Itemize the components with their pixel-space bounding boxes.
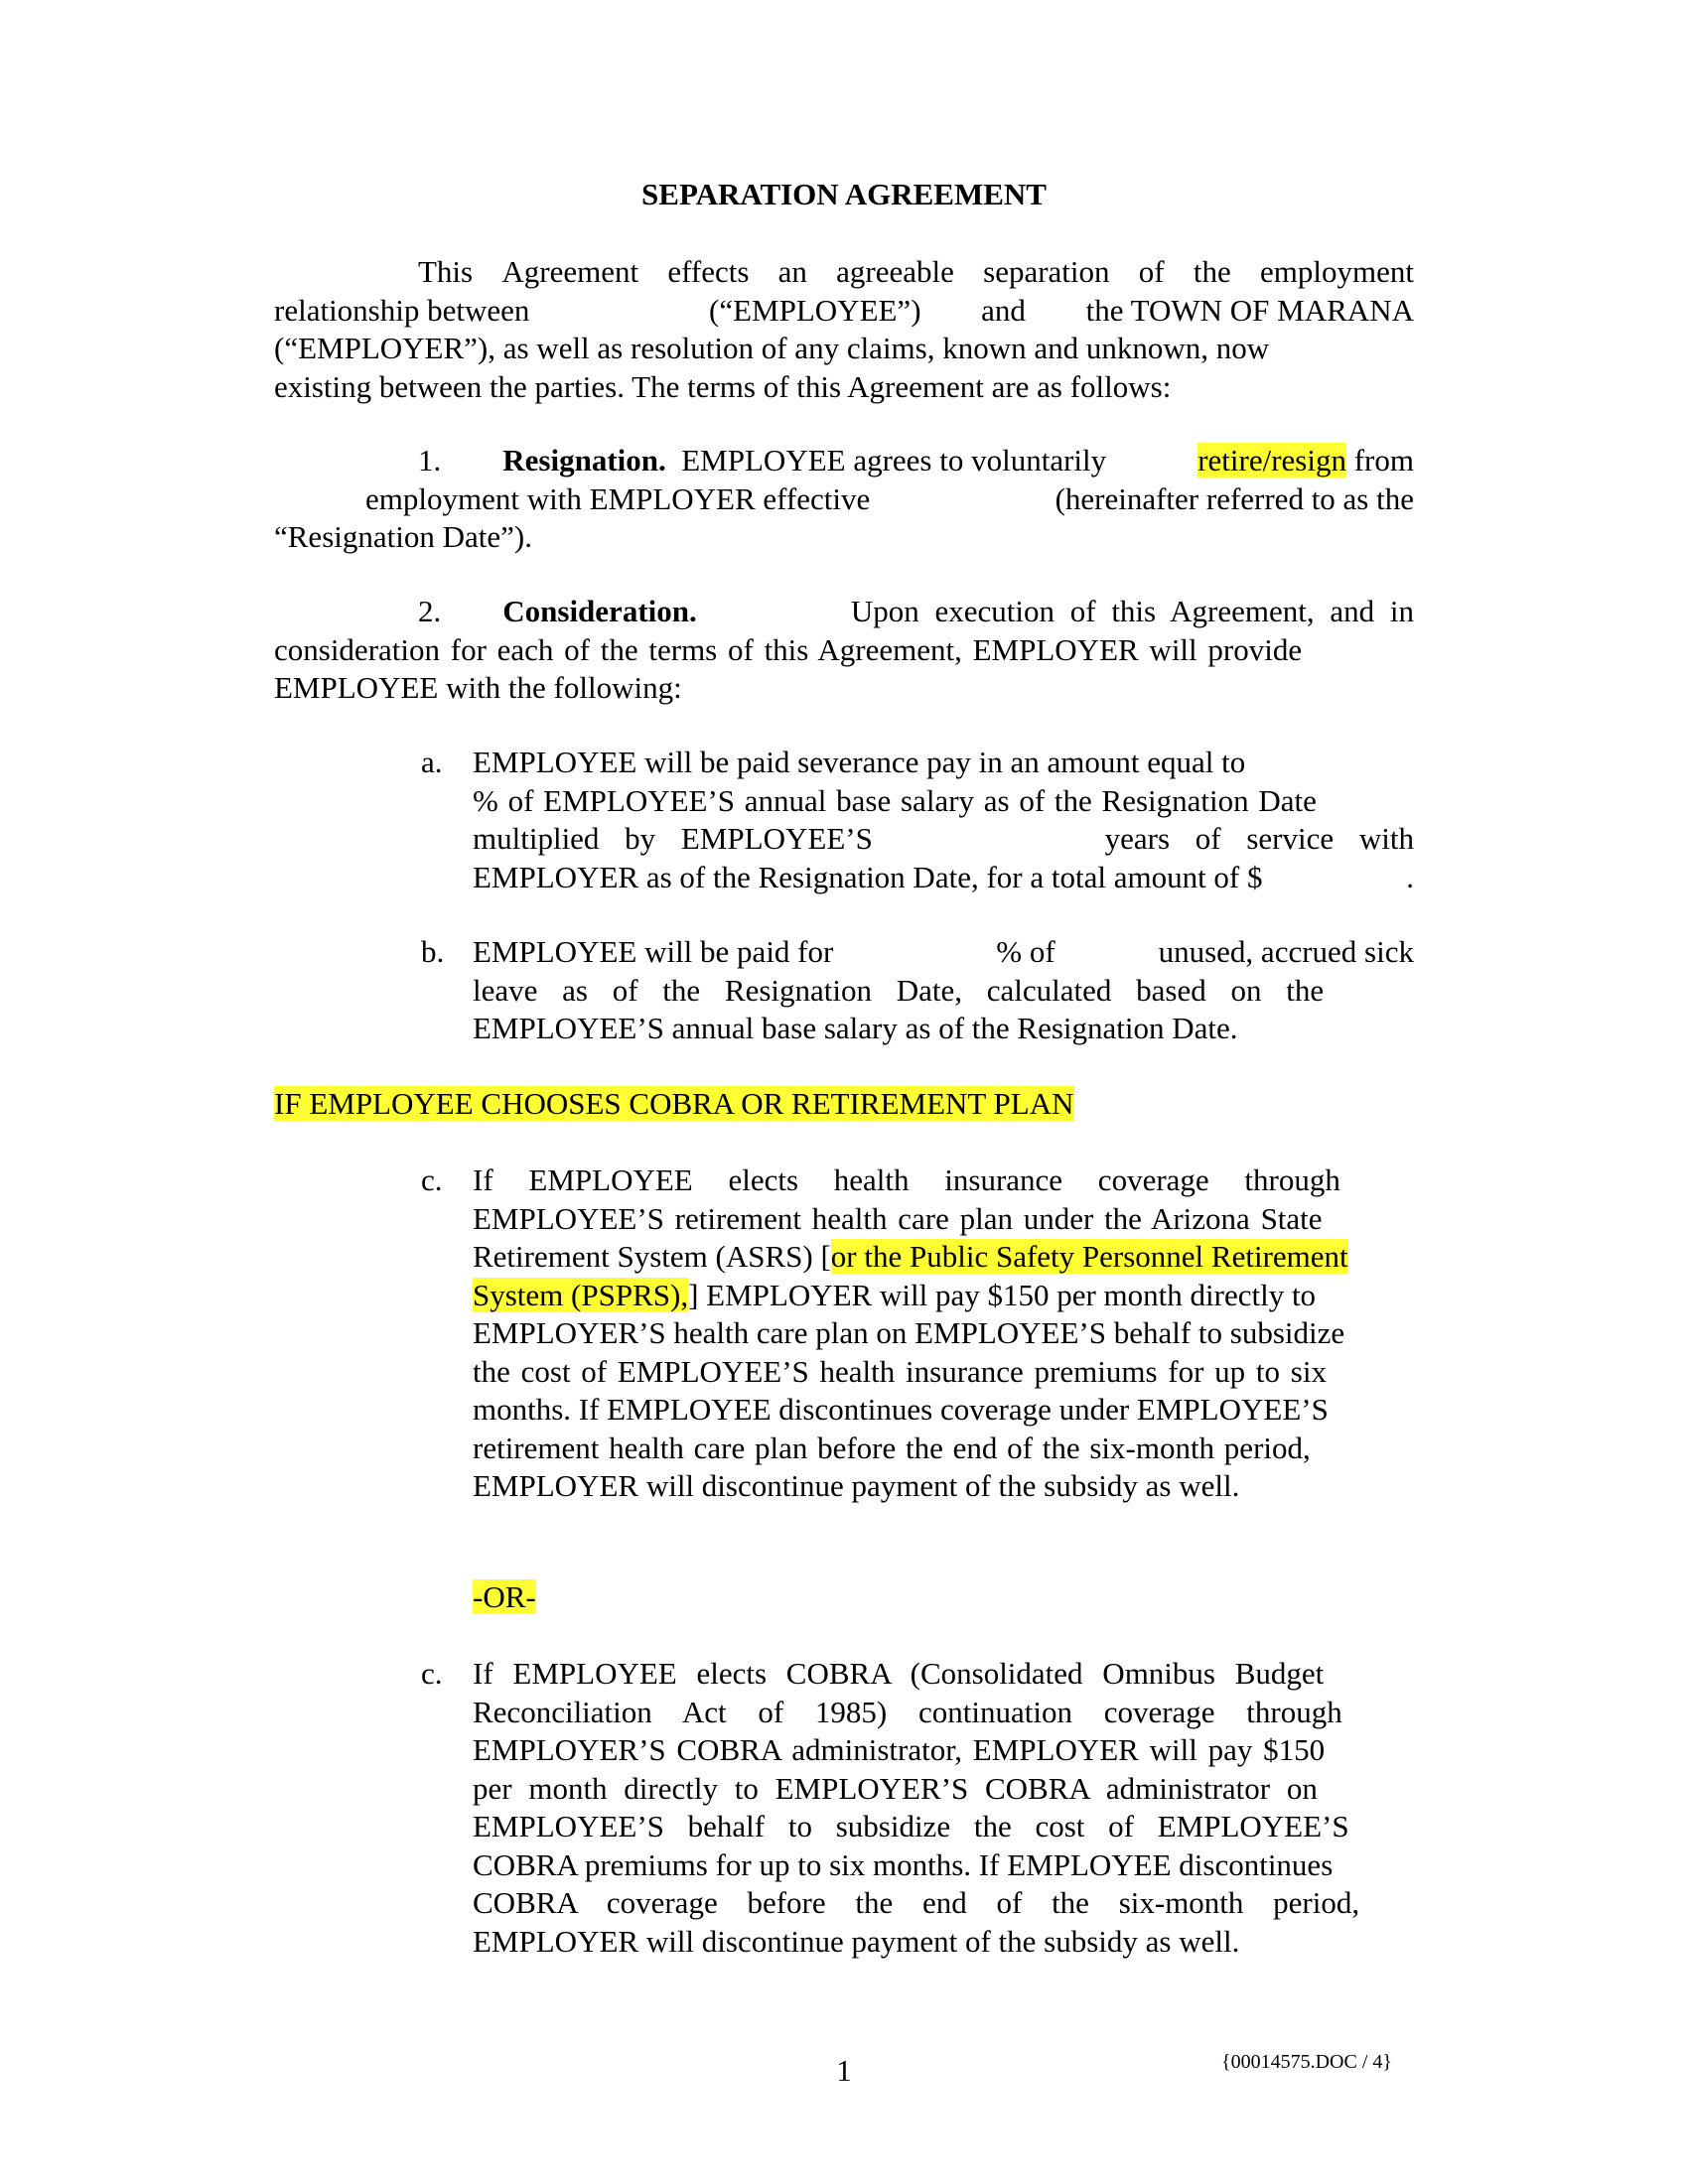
item-c1-line-7: months. If EMPLOYEE discontinues coverage under EMPLOYEE’S xyxy=(473,1392,1329,1427)
item-c1-line-3 xyxy=(473,1238,1414,1277)
item-c2-line-3: EMPLOYER’S COBRA administrator, EMPLOYER will pay $150 xyxy=(473,1732,1326,1767)
item-a xyxy=(421,744,1414,896)
word: effects xyxy=(667,254,750,289)
section-text: (hereinafter referred to as the xyxy=(1055,480,1414,516)
item-c1-line-9: EMPLOYER will discontinue payment of the subsidy as well. xyxy=(473,1468,1240,1503)
item-a-line-4 xyxy=(473,859,1414,897)
item-b-line-2: leave as of the Resignation Date, calculated based on the xyxy=(473,972,1325,1008)
item-text: Retirement System (ASRS) [ xyxy=(473,1239,831,1274)
intro-line-4: existing between the parties. The terms of this Agreement are as follows: xyxy=(274,368,1172,404)
item-c2-line-8: EMPLOYER will discontinue payment of the subsidy as well. xyxy=(473,1923,1240,1959)
item-a-line-1: EMPLOYEE will be paid severance pay in an amount equal to xyxy=(473,745,1246,779)
intro-paragraph xyxy=(274,253,1414,406)
item-b-line-3: EMPLOYEE’S annual base salary as of the Resignation Date. xyxy=(473,1011,1238,1045)
word: This xyxy=(418,254,474,289)
item-c1-line-5: EMPLOYER’S health care plan on EMPLOYEE’S behalf to subsidize xyxy=(473,1315,1345,1350)
document-reference: {00014575.DOC / 4} xyxy=(1221,2051,1392,2073)
item-a-line-3 xyxy=(473,820,1414,859)
item-label: b. xyxy=(421,934,445,969)
intro-text: relationship between xyxy=(274,292,530,328)
item-text: unused, accrued sick xyxy=(1158,934,1414,969)
intro-line-2 xyxy=(274,292,1414,331)
item-c1-line-2: EMPLOYEE’S retirement health care plan under the Arizona State xyxy=(473,1200,1323,1236)
option-heading xyxy=(274,1085,1414,1124)
item-c1-line-8: retirement health care plan before the end of the six-month period, xyxy=(473,1430,1311,1465)
item-c2-line-5: EMPLOYEE’S behalf to subsidize the cost of EMPLOYEE’S xyxy=(473,1809,1349,1843)
word: the xyxy=(1193,254,1231,289)
item-text: EMPLOYEE will be paid for xyxy=(473,934,834,969)
item-c1-line-6: the cost of EMPLOYEE’S health insurance premiums for up to six xyxy=(473,1353,1327,1389)
item-a-line-2: % of EMPLOYEE’S annual base salary as of the Resignation Date xyxy=(473,782,1317,818)
section2-line-3: EMPLOYEE with the following: xyxy=(274,670,682,705)
item-text: multiplied by EMPLOYEE’S xyxy=(473,821,873,856)
section-text: Upon execution of this Agreement, and in xyxy=(850,594,1414,628)
word: of xyxy=(1138,254,1165,289)
or-separator xyxy=(473,1578,536,1617)
page-number: 1 xyxy=(836,2053,852,2088)
item-label: c. xyxy=(421,1162,443,1197)
item-c1-line-4 xyxy=(473,1277,1414,1315)
item-text: % of xyxy=(996,934,1055,969)
item-c2-line-4: per month directly to EMPLOYER’S COBRA administrator on xyxy=(473,1770,1318,1806)
item-c-retirement xyxy=(421,1161,1414,1506)
section-text: EMPLOYEE agrees to voluntarily xyxy=(681,443,1107,478)
word: agreeable xyxy=(836,254,954,289)
item-c2-line-6: COBRA premiums for up to six months. If EMPLOYEE discontinues xyxy=(473,1846,1334,1882)
section-text: employment with EMPLOYER effective xyxy=(365,480,871,516)
highlighted-text: System (PSPRS), xyxy=(473,1277,689,1312)
item-c1-line-1: If EMPLOYEE elects health insurance coverage through xyxy=(473,1162,1340,1197)
item-label: a. xyxy=(421,745,443,779)
highlighted-heading: IF EMPLOYEE CHOOSES COBRA OR RETIREMENT PLAN xyxy=(274,1086,1074,1121)
section-number: 1. xyxy=(418,443,442,478)
word: an xyxy=(777,254,807,289)
item-b-line-1 xyxy=(473,933,1414,972)
section1-line-3: “Resignation Date”). xyxy=(274,519,532,554)
word: Agreement xyxy=(501,254,639,289)
intro-text: and xyxy=(981,292,1026,328)
highlighted-text: or the Public Safety Personnel Retirement xyxy=(830,1239,1348,1274)
item-text: EMPLOYER as of the Resignation Date, for a total amount of $ xyxy=(473,859,1263,894)
section1-line-2 xyxy=(365,480,1414,519)
section2-line-1 xyxy=(274,593,1414,631)
item-c-cobra xyxy=(421,1655,1414,1961)
word: employment xyxy=(1259,254,1414,289)
section-resignation xyxy=(274,442,1414,557)
section-heading: Consideration. xyxy=(502,594,697,628)
highlighted-text: retire/resign xyxy=(1197,443,1346,478)
item-b xyxy=(421,933,1414,1048)
item-c2-line-7: COBRA coverage before the end of the six-month period, xyxy=(473,1885,1360,1920)
section-consideration xyxy=(274,593,1414,708)
section-number: 2. xyxy=(418,594,442,628)
intro-line-1 xyxy=(418,253,1414,292)
intro-line-3: (“EMPLOYER”), as well as resolution of any claims, known and unknown, now xyxy=(274,331,1270,365)
item-text: ] EMPLOYER will pay $150 per month directly to xyxy=(688,1277,1317,1312)
item-c2-line-2: Reconciliation Act of 1985) continuation coverage through xyxy=(473,1694,1342,1729)
section-heading: Resignation. xyxy=(502,443,666,478)
word: separation xyxy=(983,254,1110,289)
item-label: c. xyxy=(421,1656,443,1691)
document-title: SEPARATION AGREEMENT xyxy=(641,177,1047,211)
item-c2-line-1: If EMPLOYEE elects COBRA (Consolidated Omnibus Budget xyxy=(473,1656,1325,1691)
section2-line-2: consideration for each of the terms of this Agreement, EMPLOYER will provide xyxy=(274,631,1303,667)
section-text: from xyxy=(1353,443,1414,478)
section1-line-1 xyxy=(274,442,1414,480)
highlighted-text: -OR- xyxy=(473,1579,536,1614)
item-text: . xyxy=(1406,859,1414,894)
item-text: years of service with xyxy=(1104,821,1414,856)
intro-text: (“EMPLOYEE”) xyxy=(709,292,921,328)
intro-text: the TOWN OF MARANA xyxy=(1085,292,1414,328)
